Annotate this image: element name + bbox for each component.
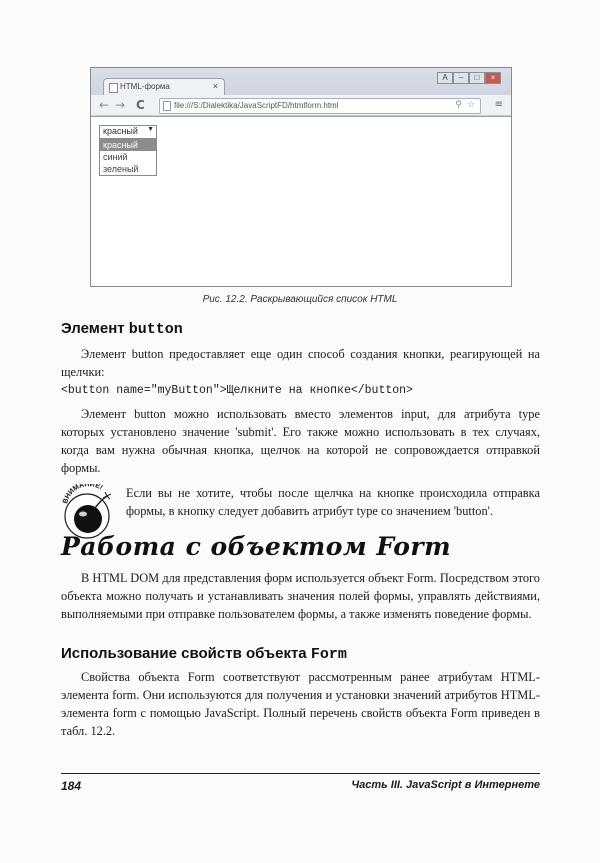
paragraph-text: В HTML DOM для представления форм используется объект Form. Посредством этого объекта можно получать и устанавливать значения полей формы, управлять действиями, выполняемыми при отправке пользователем формы, а также изменять поведение формы. (61, 571, 540, 621)
warning-note (126, 484, 540, 520)
heading-text: Использование свойств объекта (61, 645, 307, 662)
browser-screenshot-figure (90, 67, 512, 287)
user-icon[interactable]: A (437, 72, 453, 84)
heading-code: Form (310, 646, 347, 663)
maximize-icon[interactable]: □ (469, 72, 485, 84)
figure-caption: Рис. 12.2. Раскрывающийся список HTML (202, 294, 398, 305)
browser-toolbar (91, 95, 511, 115)
paragraph-button-usage (61, 405, 540, 477)
forward-icon[interactable]: → (115, 98, 126, 112)
paragraph-button-intro (61, 345, 540, 381)
reload-icon[interactable]: C (136, 98, 145, 112)
warning-badge-text: ВНИМАНИЕ! (62, 484, 104, 505)
paragraph-text: Элемент button можно использовать вместо элементов input, для атрибута type которых установлено значение 'submit'. Его также можно использовать в тех случаях, когда вам нужна обычная кнопка, щелчок на которой не сопровождается отправкой формы. (61, 407, 540, 475)
paragraph-text: Элемент button предоставляет еще один способ создания кнопки, реагирующей на щелчки: (61, 347, 540, 379)
code-example: <button name="myButton">Щелкните на кнопке</button> (61, 384, 413, 397)
page-icon (109, 83, 118, 93)
warning-text: Если вы не хотите, чтобы после щелчка на кнопке происходила отправка формы, в кнопку следует добавить атрибут type со значением 'button'. (126, 486, 540, 518)
paragraph-text: Свойства объекта Form соответствуют рассмотренным ранее атрибутам HTML-элемента form. Они используются для получения и установки значений атрибутов HTML-элемента form с помощью JavaScript. Полный перечень свойств объекта Form приведен в табл. 12.2. (61, 670, 540, 738)
select-options-list (99, 138, 157, 176)
page-number: 184 (61, 779, 82, 793)
back-icon[interactable]: ← (99, 98, 110, 112)
search-icon[interactable]: ⚲ (455, 99, 462, 109)
minimize-icon[interactable]: – (453, 72, 469, 84)
color-select[interactable] (99, 125, 157, 139)
file-icon (163, 101, 171, 111)
address-url: file:///S:/Dialektika/JavaScriptFD/htmlform.html (174, 101, 339, 110)
option-red[interactable]: красный (100, 139, 156, 151)
option-blue[interactable]: синий (103, 152, 128, 162)
browser-tab[interactable] (103, 78, 225, 95)
close-window-icon[interactable]: × (485, 72, 501, 84)
tab-close-icon[interactable]: × (212, 81, 218, 91)
menu-icon[interactable]: ≡ (494, 99, 503, 110)
footer-rule (61, 773, 540, 774)
heading-text: Элемент (61, 320, 125, 337)
paragraph-form-properties (61, 668, 540, 740)
tab-title: HTML-форма (120, 82, 170, 91)
paragraph-form-intro (61, 569, 540, 623)
address-bar[interactable] (159, 98, 481, 114)
heading-code: button (128, 321, 183, 338)
option-green[interactable]: зеленый (103, 164, 139, 174)
section-heading-form-properties (61, 645, 347, 663)
dropdown-arrow-icon: ▼ (147, 126, 154, 133)
select-value: красный (103, 126, 138, 136)
browser-chrome (91, 68, 511, 117)
chapter-heading: Работа с объектом Form (61, 532, 452, 561)
running-head: Часть III. JavaScript в Интернете (351, 779, 540, 791)
section-heading-button (61, 320, 183, 338)
bookmark-star-icon[interactable]: ☆ (466, 99, 475, 109)
